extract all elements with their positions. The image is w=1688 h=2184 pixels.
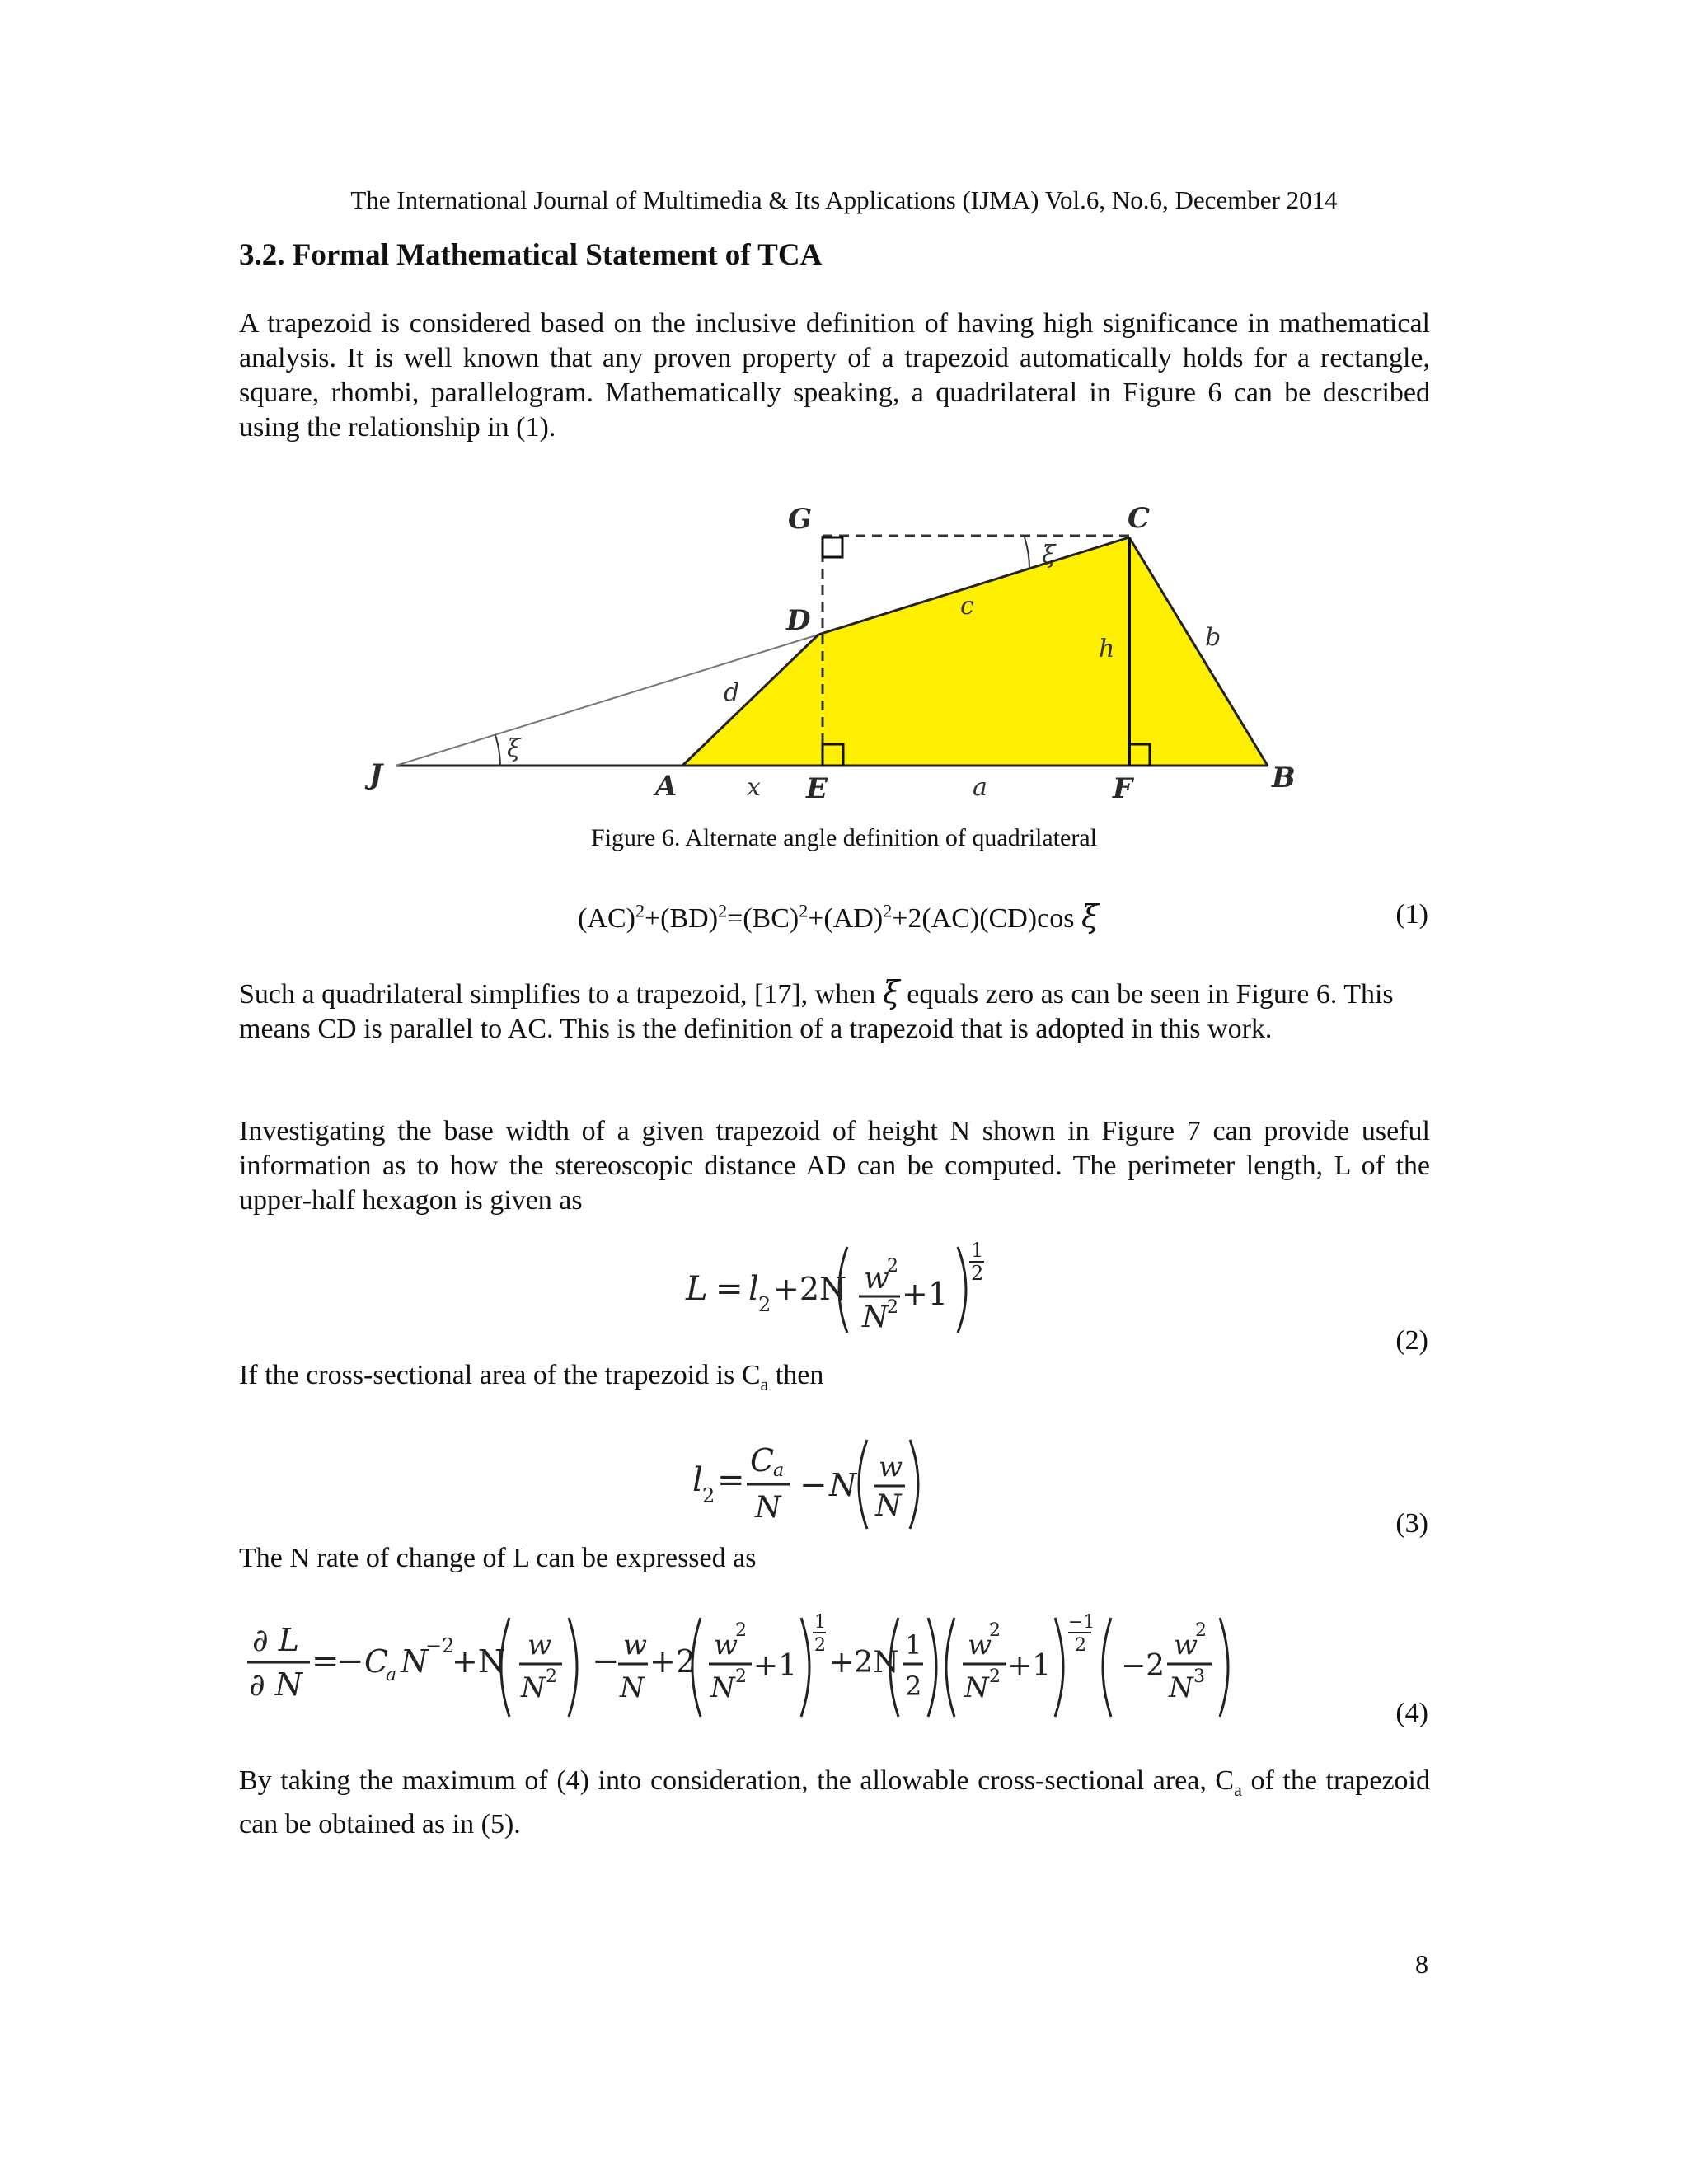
svg-text:1: 1 bbox=[814, 1612, 826, 1633]
svg-text:1: 1 bbox=[905, 1629, 922, 1661]
svg-text:2: 2 bbox=[735, 1620, 747, 1641]
equation-1: (AC)$^2$+(BD)$^2$=(BC)$^2$+(AD)$^2$+2(AC)(CD)cos ξ bbox=[578, 898, 1099, 935]
angle-arc-j bbox=[495, 735, 500, 766]
label-a-length: a bbox=[973, 773, 987, 802]
journal-header: The International Journal of Multimedia & Its Applications (IJMA) Vol.6, No.6, December 2014 bbox=[350, 185, 1338, 214]
label-side-b: b bbox=[1205, 623, 1221, 652]
xi-symbol: ξ bbox=[1081, 898, 1099, 935]
svg-text:2: 2 bbox=[546, 1666, 557, 1687]
figure-6-diagram bbox=[0, 0, 1688, 824]
svg-text:+1: +1 bbox=[1007, 1649, 1052, 1683]
svg-text:l: l bbox=[692, 1461, 703, 1499]
svg-text:2: 2 bbox=[702, 1484, 715, 1507]
svg-text:w: w bbox=[864, 1262, 889, 1296]
svg-text:=: = bbox=[717, 1461, 745, 1499]
label-e: E bbox=[806, 772, 828, 805]
svg-text:+2N: +2N bbox=[829, 1646, 899, 1680]
svg-text:N: N bbox=[521, 1671, 546, 1704]
svg-text:3: 3 bbox=[1193, 1666, 1205, 1687]
page-number: 8 bbox=[1415, 1949, 1428, 1979]
svg-text:w: w bbox=[528, 1629, 552, 1661]
svg-text:−: − bbox=[799, 1466, 828, 1504]
paragraph-cross-section: If the cross-sectional area of the trapezoid is $C_a$ then bbox=[239, 1360, 824, 1394]
paragraph-perimeter: Investigating the base width of a given trapezoid of height N shown in Figure 7 can provide useful information as to how the stereoscopic distance AD can be computed. The perimeter length, L of the upper-half hexagon is given as bbox=[239, 1116, 1430, 1216]
svg-text:N: N bbox=[620, 1671, 645, 1704]
paragraph-intro: A trapezoid is considered based on the inclusive definition of having high significance in mathematical analysis. It is well known that any proven property of a trapezoid automatically holds for a rectangle, square, rhombi, parallelogram. Mathematically speaking, a quadrilateral in Figure 6 can be described using the relationship in (1). bbox=[239, 308, 1430, 443]
label-g: G bbox=[788, 503, 813, 536]
label-side-d: d bbox=[724, 678, 740, 707]
svg-text:N: N bbox=[964, 1671, 989, 1704]
svg-text:2: 2 bbox=[1195, 1620, 1207, 1641]
svg-text:=: = bbox=[312, 1643, 340, 1680]
svg-text:C: C bbox=[364, 1643, 389, 1680]
svg-text:−: − bbox=[336, 1643, 364, 1680]
equation-4 bbox=[239, 1603, 1327, 1727]
svg-text:N: N bbox=[755, 1491, 781, 1525]
label-b: B bbox=[1272, 762, 1296, 794]
svg-text:∂ N: ∂ N bbox=[249, 1666, 302, 1703]
paragraph-trapezoid-def: Such a quadrilateral simplifies to a trapezoid, [17], when ξ equals zero as can be seen in Figure 6. This means CD is parallel to AC. This is the definition of a trapezoid that is adopted in this work. bbox=[239, 974, 1394, 1044]
svg-text:+N: +N bbox=[452, 1643, 506, 1680]
equation-3 bbox=[684, 1430, 948, 1537]
svg-text:w: w bbox=[1174, 1629, 1198, 1661]
svg-text:w: w bbox=[714, 1629, 738, 1661]
label-d: D bbox=[786, 604, 811, 637]
section-heading: 3.2. Formal Mathematical Statement of TCA bbox=[239, 238, 823, 272]
svg-text:=: = bbox=[715, 1270, 743, 1308]
svg-text:1: 1 bbox=[971, 1239, 984, 1262]
label-a: A bbox=[655, 770, 678, 803]
svg-text:2: 2 bbox=[887, 1256, 898, 1277]
svg-text:2: 2 bbox=[814, 1635, 826, 1656]
label-f: F bbox=[1113, 772, 1133, 805]
svg-text:2: 2 bbox=[905, 1671, 922, 1702]
svg-text:a: a bbox=[386, 1665, 397, 1685]
svg-text:∂ L: ∂ L bbox=[252, 1622, 299, 1658]
equation-number-3: (3) bbox=[1395, 1508, 1428, 1539]
svg-text:2: 2 bbox=[971, 1262, 984, 1285]
svg-text:N: N bbox=[1169, 1671, 1193, 1704]
svg-text:l: l bbox=[748, 1270, 759, 1308]
svg-text:N: N bbox=[875, 1489, 902, 1523]
svg-text:C: C bbox=[750, 1442, 775, 1479]
svg-text:w: w bbox=[879, 1451, 903, 1483]
svg-text:2: 2 bbox=[1075, 1635, 1086, 1656]
svg-text:a: a bbox=[773, 1460, 785, 1481]
label-side-c: c bbox=[960, 592, 974, 621]
svg-text:N: N bbox=[710, 1671, 735, 1704]
label-xi-c: ξ bbox=[1042, 541, 1056, 569]
svg-text:+1: +1 bbox=[902, 1276, 949, 1312]
svg-text:2: 2 bbox=[735, 1666, 747, 1687]
figure-caption: Figure 6. Alternate angle definition of quadrilateral bbox=[591, 824, 1097, 851]
label-x: x bbox=[747, 773, 761, 802]
svg-text:N: N bbox=[401, 1643, 429, 1680]
angle-arc-c bbox=[1025, 537, 1029, 569]
svg-text:w: w bbox=[968, 1629, 992, 1661]
paragraph-rate-of-change: The N rate of change of L can be expressed as bbox=[239, 1543, 757, 1573]
svg-text:−2: −2 bbox=[1121, 1649, 1165, 1683]
svg-text:−2: −2 bbox=[425, 1634, 455, 1657]
paragraph-max-area: By taking the maximum of (4) into consideration, the allowable cross-sectional area, $C_a$ of the trapezoid can be obtained as in (5). bbox=[239, 1765, 1430, 1840]
equation-number-4: (4) bbox=[1395, 1698, 1428, 1728]
svg-text:N: N bbox=[862, 1301, 889, 1334]
equation-number-1: (1) bbox=[1395, 899, 1428, 930]
svg-text:N: N bbox=[829, 1467, 857, 1503]
xi-symbol-inline: ξ bbox=[882, 974, 900, 1010]
svg-text:−1: −1 bbox=[1068, 1612, 1095, 1633]
label-height-h: h bbox=[1099, 635, 1115, 663]
svg-text:2: 2 bbox=[989, 1620, 1001, 1641]
equation-2 bbox=[676, 1232, 1022, 1347]
svg-text:+2: +2 bbox=[649, 1643, 696, 1680]
svg-text:2: 2 bbox=[989, 1666, 1001, 1687]
svg-text:2: 2 bbox=[758, 1293, 771, 1316]
svg-text:+2N: +2N bbox=[773, 1271, 847, 1307]
label-j: J bbox=[369, 758, 383, 791]
svg-text:+1: +1 bbox=[753, 1649, 798, 1683]
equation-number-2: (2) bbox=[1395, 1325, 1428, 1356]
svg-text:2: 2 bbox=[887, 1297, 898, 1318]
svg-text:L: L bbox=[686, 1270, 708, 1308]
svg-text:w: w bbox=[623, 1629, 648, 1661]
label-c: C bbox=[1128, 502, 1151, 535]
trapezoid-shape bbox=[682, 537, 1268, 766]
right-angle-g bbox=[823, 537, 842, 557]
svg-text:−: − bbox=[592, 1643, 620, 1680]
label-xi-j: ξ bbox=[507, 734, 521, 763]
